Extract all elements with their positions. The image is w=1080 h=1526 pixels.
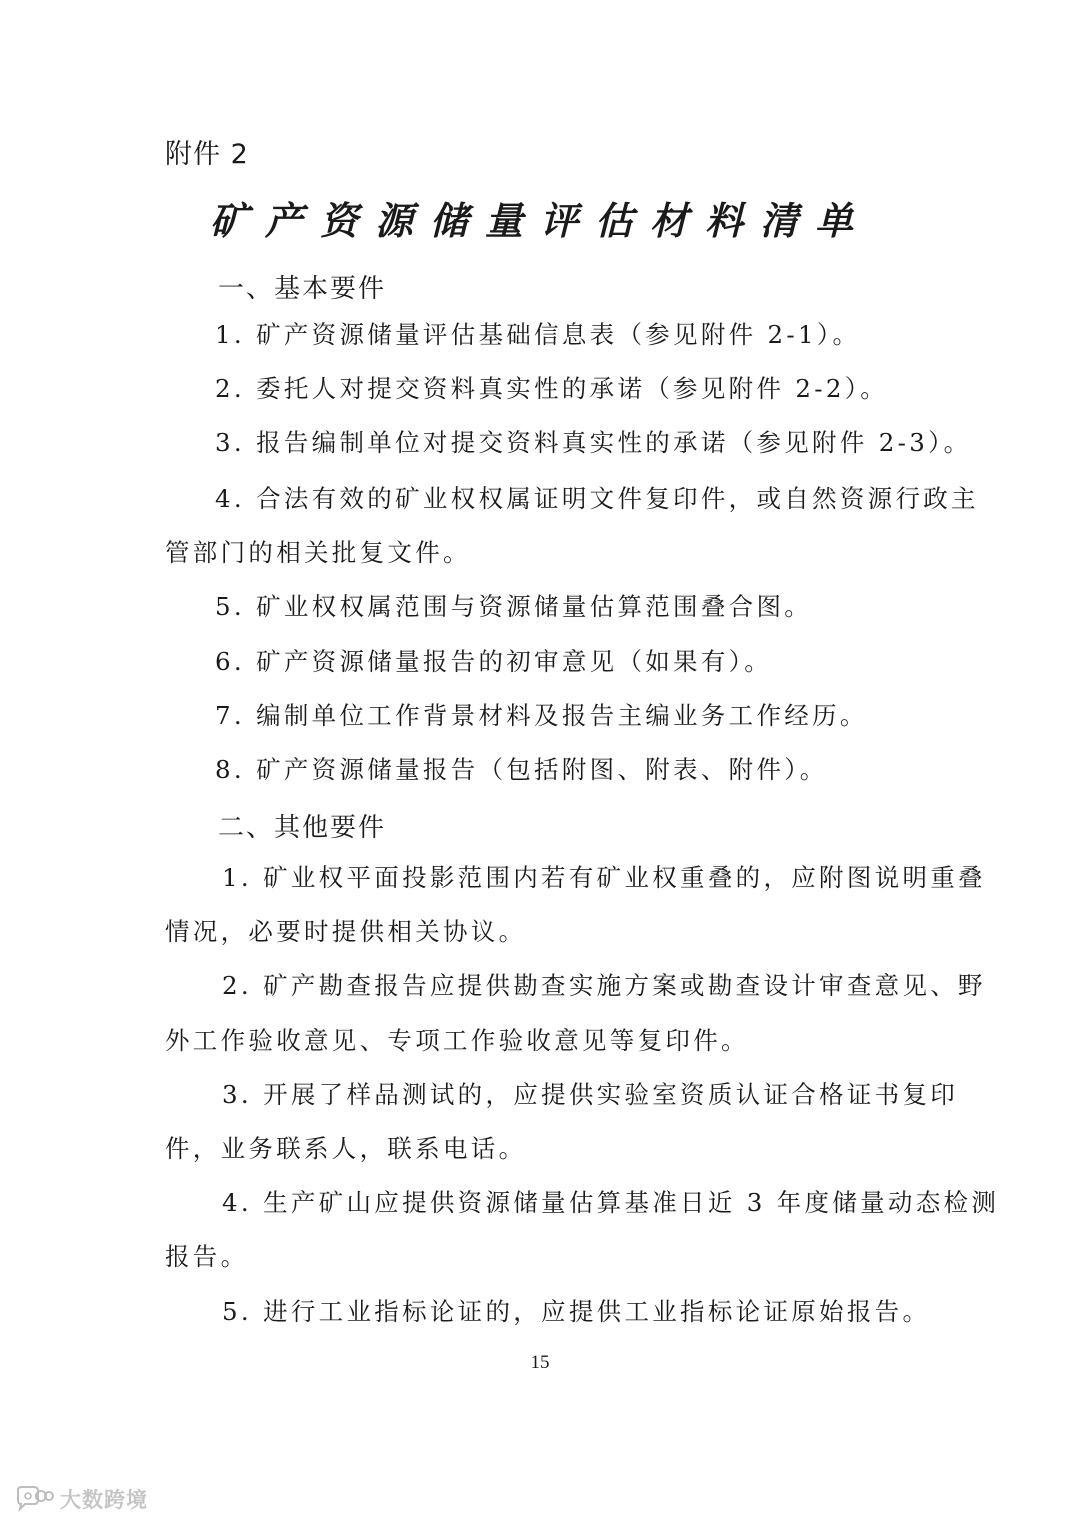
list-item-continuation: 报告。 [165, 1242, 249, 1271]
watermark-text: 大数跨境 [60, 1488, 148, 1512]
list-item: 5. 进行工业指标论证的，应提供工业指标论证原始报告。 [222, 1297, 931, 1326]
list-item-continuation: 件，业务联系人，联系电话。 [165, 1134, 527, 1163]
list-item: 8. 矿产资源储量报告（包括附图、附表、附件）。 [215, 755, 828, 784]
list-item: 2. 矿产勘查报告应提供勘查实施方案或勘查设计审查意见、野 [222, 971, 986, 1000]
list-item: 3. 开展了样品测试的，应提供实验室资质认证合格证书复印 [222, 1080, 959, 1109]
list-item: 3. 报告编制单位对提交资料真实性的承诺（参见附件 2-3）。 [215, 428, 972, 457]
list-item-continuation: 管部门的相关批复文件。 [165, 538, 471, 567]
list-item-continuation: 情况，必要时提供相关协议。 [165, 917, 527, 946]
list-item: 4. 生产矿山应提供资源储量估算基准日近 3 年度储量动态检测 [222, 1188, 1000, 1217]
list-item-continuation: 外工作验收意见、专项工作验收意见等复印件。 [165, 1026, 749, 1055]
list-item: 5. 矿业权权属范围与资源储量估算范围叠合图。 [215, 592, 813, 621]
section-heading-other: 二、其他要件 [218, 813, 387, 843]
page-number: 15 [530, 1352, 550, 1373]
list-item: 4. 合法有效的矿业权权属证明文件复印件，或自然资源行政主 [215, 484, 979, 513]
attachment-label: 附件 2 [165, 139, 249, 170]
section-heading-basic: 一、基本要件 [218, 274, 387, 304]
list-item: 1. 矿产资源储量评估基础信息表（参见附件 2-1）。 [215, 320, 861, 349]
list-item: 1. 矿业权平面投影范围内若有矿业权重叠的，应附图说明重叠 [222, 863, 986, 892]
chat-bubble-logo-icon [14, 1486, 54, 1512]
watermark [14, 1484, 148, 1514]
document-title: 矿产资源储量评估材料清单 [209, 198, 870, 243]
list-item: 2. 委托人对提交资料真实性的承诺（参见附件 2-2）。 [215, 374, 889, 403]
list-item: 6. 矿产资源储量报告的初审意见（如果有）。 [215, 647, 773, 676]
list-item: 7. 编制单位工作背景材料及报告主编业务工作经历。 [215, 701, 868, 730]
